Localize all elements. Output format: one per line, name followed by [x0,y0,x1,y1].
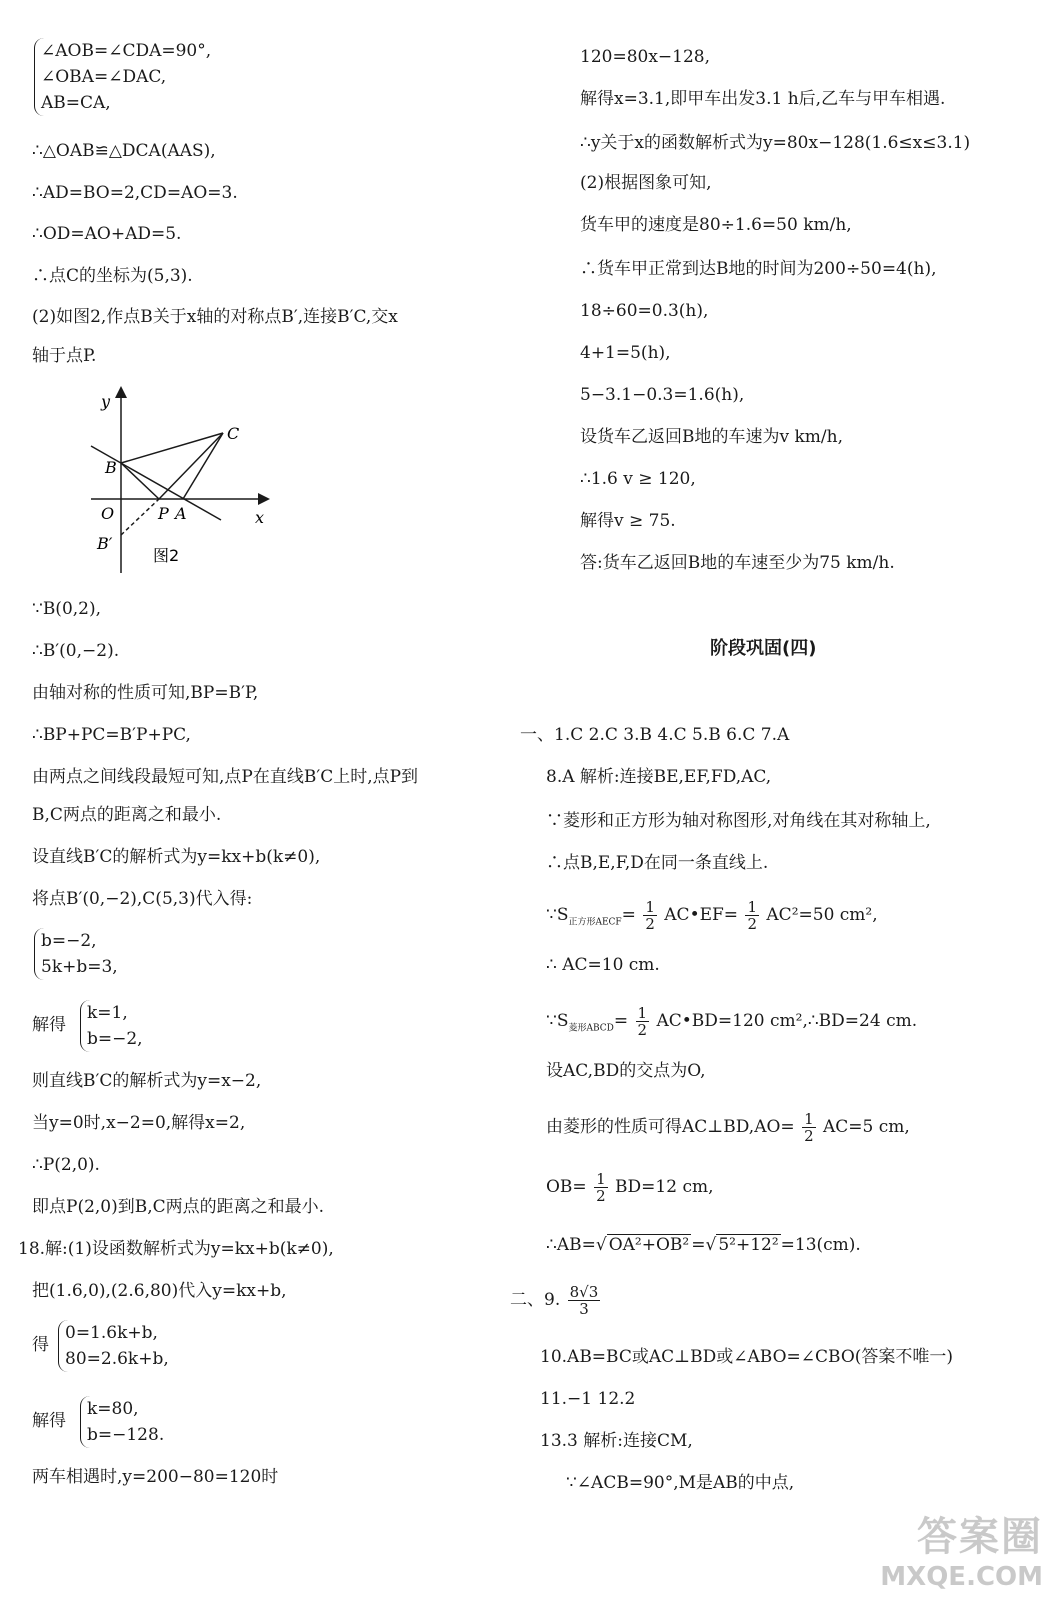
text-line: ∴1.6 v ≥ 120, [580,469,696,489]
formula-line-ab: ∴AB=√ OA²+OB² =√ 5²+12² =13(cm). [546,1235,861,1255]
label-o: O [101,504,115,523]
label-a: A [175,504,187,523]
label-c: C [227,424,240,443]
label-x: x [255,508,265,527]
text-line: ∴P(2,0). [32,1155,100,1175]
figure-caption: 图2 [153,546,180,565]
formula-line-square-area: $\because S_{正方形AECF}=$ $\frac{1}{2}$ AC•EF= $\frac{1}{2}$ AC²=50 cm², [546,898,878,933]
equation-system-5: k=80, b=−128. [80,1396,164,1448]
line-bprime-p [121,499,159,535]
text-line: 由轴对称的性质可知,BP=B′P, [32,683,259,703]
text-line: ∴BP+PC=B′P+PC, [32,725,191,745]
text-line: 设货车乙返回B地的车速为v km/h, [580,427,844,447]
text-line: 120=80x−128, [580,47,711,67]
answer-line-10: 10.AB=BC或AC⊥BD或∠ABO=∠CBO(答案不唯一) [540,1347,954,1367]
text-line: (2)根据图象可知, [580,173,712,193]
text-line: 设AC,BD的交点为O, [546,1061,706,1081]
text-line: 答:货车乙返回B地的车速至少为75 km/h. [580,553,895,573]
text-line: ∴B′(0,−2). [32,641,120,661]
text-line: 设直线B′C的解析式为y=kx+b(k≠0), [32,847,321,867]
text-line: B,C两点的距离之和最小. [32,805,222,825]
text-line: 18÷60=0.3(h), [580,301,709,321]
text-line: 货车甲的速度是80÷1.6=50 km/h, [580,215,852,235]
text-line: 4+1=5(h), [580,343,671,363]
equation-system-3: k=1, b=−2, [80,1000,143,1052]
text-line: 将点B′(0,−2),C(5,3)代入得: [32,889,253,909]
label-p: P [158,504,169,523]
text-line: ∴ AC=10 cm. [546,955,660,975]
text-line: 5−3.1−0.3=1.6(h), [580,385,745,405]
answer-line-11-12: 11.−1 12.2 [540,1389,636,1409]
site-watermark: 答案圈 MXQE.COM [880,1514,1043,1592]
formula-line-ob: OB= $\frac{1}{2}$ BD=12 cm, [546,1170,714,1205]
text-line: ∴点B,E,F,D在同一条直线上. [546,853,769,873]
figure-2-diagram [87,383,287,578]
text-line: 解得v ≥ 75. [580,511,676,531]
equation-system-1: ∠AOB=∠CDA=90°, ∠OBA=∠DAC, AB=CA, [34,38,211,116]
equation-system-4: 0=1.6k+b, 80=2.6k+b, [58,1320,169,1372]
text-line: 则直线B′C的解析式为y=x−2, [32,1071,262,1091]
answer-line: 一、1.C 2.C 3.B 4.C 5.B 6.C 7.A [520,725,790,745]
formula-line-rhombus-area: $\because S_{菱形ABCD}=$ $\frac{1}{2}$ AC•BD=120 cm²,∴BD=24 cm. [546,1004,918,1039]
text-line: 得 [32,1335,49,1355]
text-line: 由两点之间线段最短可知,点P在直线B′C上时,点P到 [32,767,419,787]
answer-line-9: 二、9. $\frac{8√3}{3}$ [510,1283,599,1318]
text-line: ∴AD=BO=2,CD=AO=3. [32,183,238,203]
label-y: y [101,392,111,411]
text-line: 18.解:(1)设函数解析式为y=kx+b(k≠0), [18,1239,334,1259]
text-line: ∴点C的坐标为(5,3). [32,266,193,286]
label-b: B [105,458,117,477]
text-line: 8.A 解析:连接BE,EF,FD,AC, [546,767,772,787]
text-line: 当y=0时,x−2=0,解得x=2, [32,1113,246,1133]
formula-line-ao: 由菱形的性质可得AC⊥BD,AO= $\frac{1}{2}$ AC=5 cm, [546,1110,910,1145]
label-b-prime: B′ [97,534,113,553]
text-line: 两车相遇时,y=200−80=120时 [32,1467,279,1487]
text-line: ∵∠ACB=90°,M是AB的中点, [566,1473,795,1493]
text-line: 解得 [32,1015,66,1035]
text-line: 把(1.6,0),(2.6,80)代入y=kx+b, [32,1281,287,1301]
text-line: 即点P(2,0)到B,C两点的距离之和最小. [32,1197,325,1217]
text-line: ∴货车甲正常到达B地的时间为200÷50=4(h), [580,259,937,279]
text-line: ∵B(0,2), [32,599,102,619]
text-line: ∵菱形和正方形为轴对称图形,对角线在其对称轴上, [546,811,931,831]
section-heading: 阶段巩固(四) [710,638,817,659]
equation-system-2: b=−2, 5k+b=3, [34,928,118,980]
text-line: ∴OD=AO+AD=5. [32,224,182,244]
answer-line-13: 13.3 解析:连接CM, [540,1431,693,1451]
text-line: (2)如图2,作点B关于x轴的对称点B′,连接B′C,交x [32,307,398,327]
text-line: ∴△OAB≌△DCA(AAS), [32,141,216,161]
text-line: ∴y关于x的函数解析式为y=80x−128(1.6≤x≤3.1) [580,133,971,153]
text-line: 解得 [32,1411,66,1431]
text-line: 解得x=3.1,即甲车出发3.1 h后,乙车与甲车相遇. [580,89,946,109]
text-line: 轴于点P. [32,346,97,366]
